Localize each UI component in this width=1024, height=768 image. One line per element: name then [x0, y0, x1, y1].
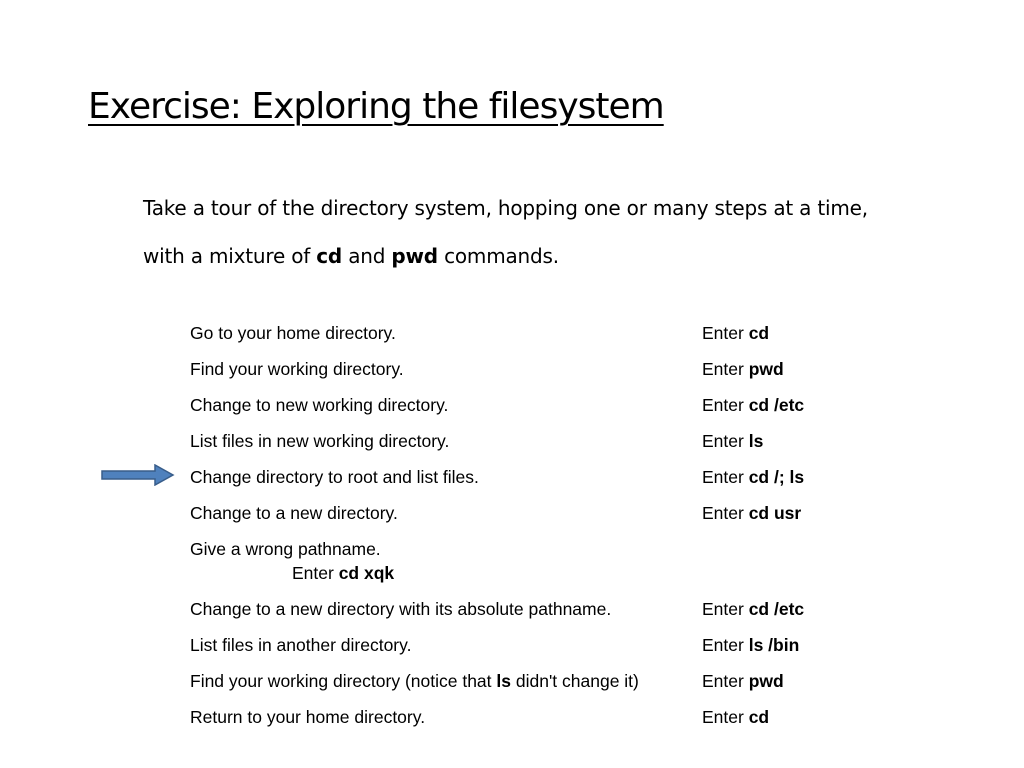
step-command — [702, 321, 769, 345]
intro-line-2 — [143, 244, 559, 268]
command-text: cd /etc — [748, 395, 805, 415]
step-description: List files in another directory. — [190, 635, 412, 655]
enter-label: Enter — [702, 431, 744, 451]
step-command — [702, 465, 804, 489]
step-command — [702, 501, 801, 525]
enter-label: Enter — [702, 395, 744, 415]
step-description: Give a wrong pathname. — [190, 539, 381, 559]
step-command-wrapped — [292, 561, 394, 585]
step-description: Find your working directory. — [190, 359, 404, 379]
slide-title: Exercise: Exploring the filesystem — [88, 86, 664, 127]
step-command — [702, 357, 784, 381]
step-description: Go to your home directory. — [190, 323, 396, 343]
command-text: ls — [748, 431, 764, 451]
command-text: cd xqk — [338, 563, 395, 583]
step-description: Change to a new directory with its absolute pathname. — [190, 599, 612, 619]
enter-label: Enter — [702, 359, 744, 379]
step-description: Change to new working directory. — [190, 395, 449, 415]
desc-text: Find your working directory (notice that — [190, 671, 497, 691]
desc-cmd-ls: ls — [496, 671, 511, 691]
command-text: ls /bin — [748, 635, 800, 655]
enter-label: Enter — [702, 467, 744, 487]
step-command — [702, 393, 804, 417]
enter-label: Enter — [702, 671, 744, 691]
step-description: Change to a new directory. — [190, 503, 398, 523]
desc-text: didn't change it) — [511, 671, 639, 691]
intro-cmd-pwd: pwd — [391, 244, 438, 268]
step-description — [190, 669, 639, 693]
enter-label: Enter — [702, 323, 744, 343]
step-command — [702, 633, 799, 657]
command-text: cd /; ls — [748, 467, 805, 487]
enter-label: Enter — [292, 563, 334, 583]
step-command — [702, 705, 769, 729]
step-command — [702, 669, 784, 693]
command-text: cd — [748, 707, 770, 727]
command-text: cd — [748, 323, 770, 343]
intro-text: with a mixture of — [143, 244, 317, 268]
current-step-arrow-icon — [101, 464, 175, 486]
enter-label: Enter — [702, 503, 744, 523]
enter-label: Enter — [702, 707, 744, 727]
step-command — [702, 597, 804, 621]
intro-text: and — [342, 244, 392, 268]
intro-text: commands. — [437, 244, 559, 268]
command-text: cd usr — [748, 503, 802, 523]
enter-label: Enter — [702, 635, 744, 655]
command-text: cd /etc — [748, 599, 805, 619]
step-command — [702, 429, 763, 453]
intro-cmd-cd: cd — [316, 244, 343, 268]
step-description: Change directory to root and list files. — [190, 467, 479, 487]
step-description: List files in new working directory. — [190, 431, 450, 451]
intro-line-1: Take a tour of the directory system, hopping one or many steps at a time, — [143, 196, 868, 220]
step-description: Return to your home directory. — [190, 707, 426, 727]
enter-label: Enter — [702, 599, 744, 619]
command-text: pwd — [748, 359, 784, 379]
command-text: pwd — [748, 671, 784, 691]
